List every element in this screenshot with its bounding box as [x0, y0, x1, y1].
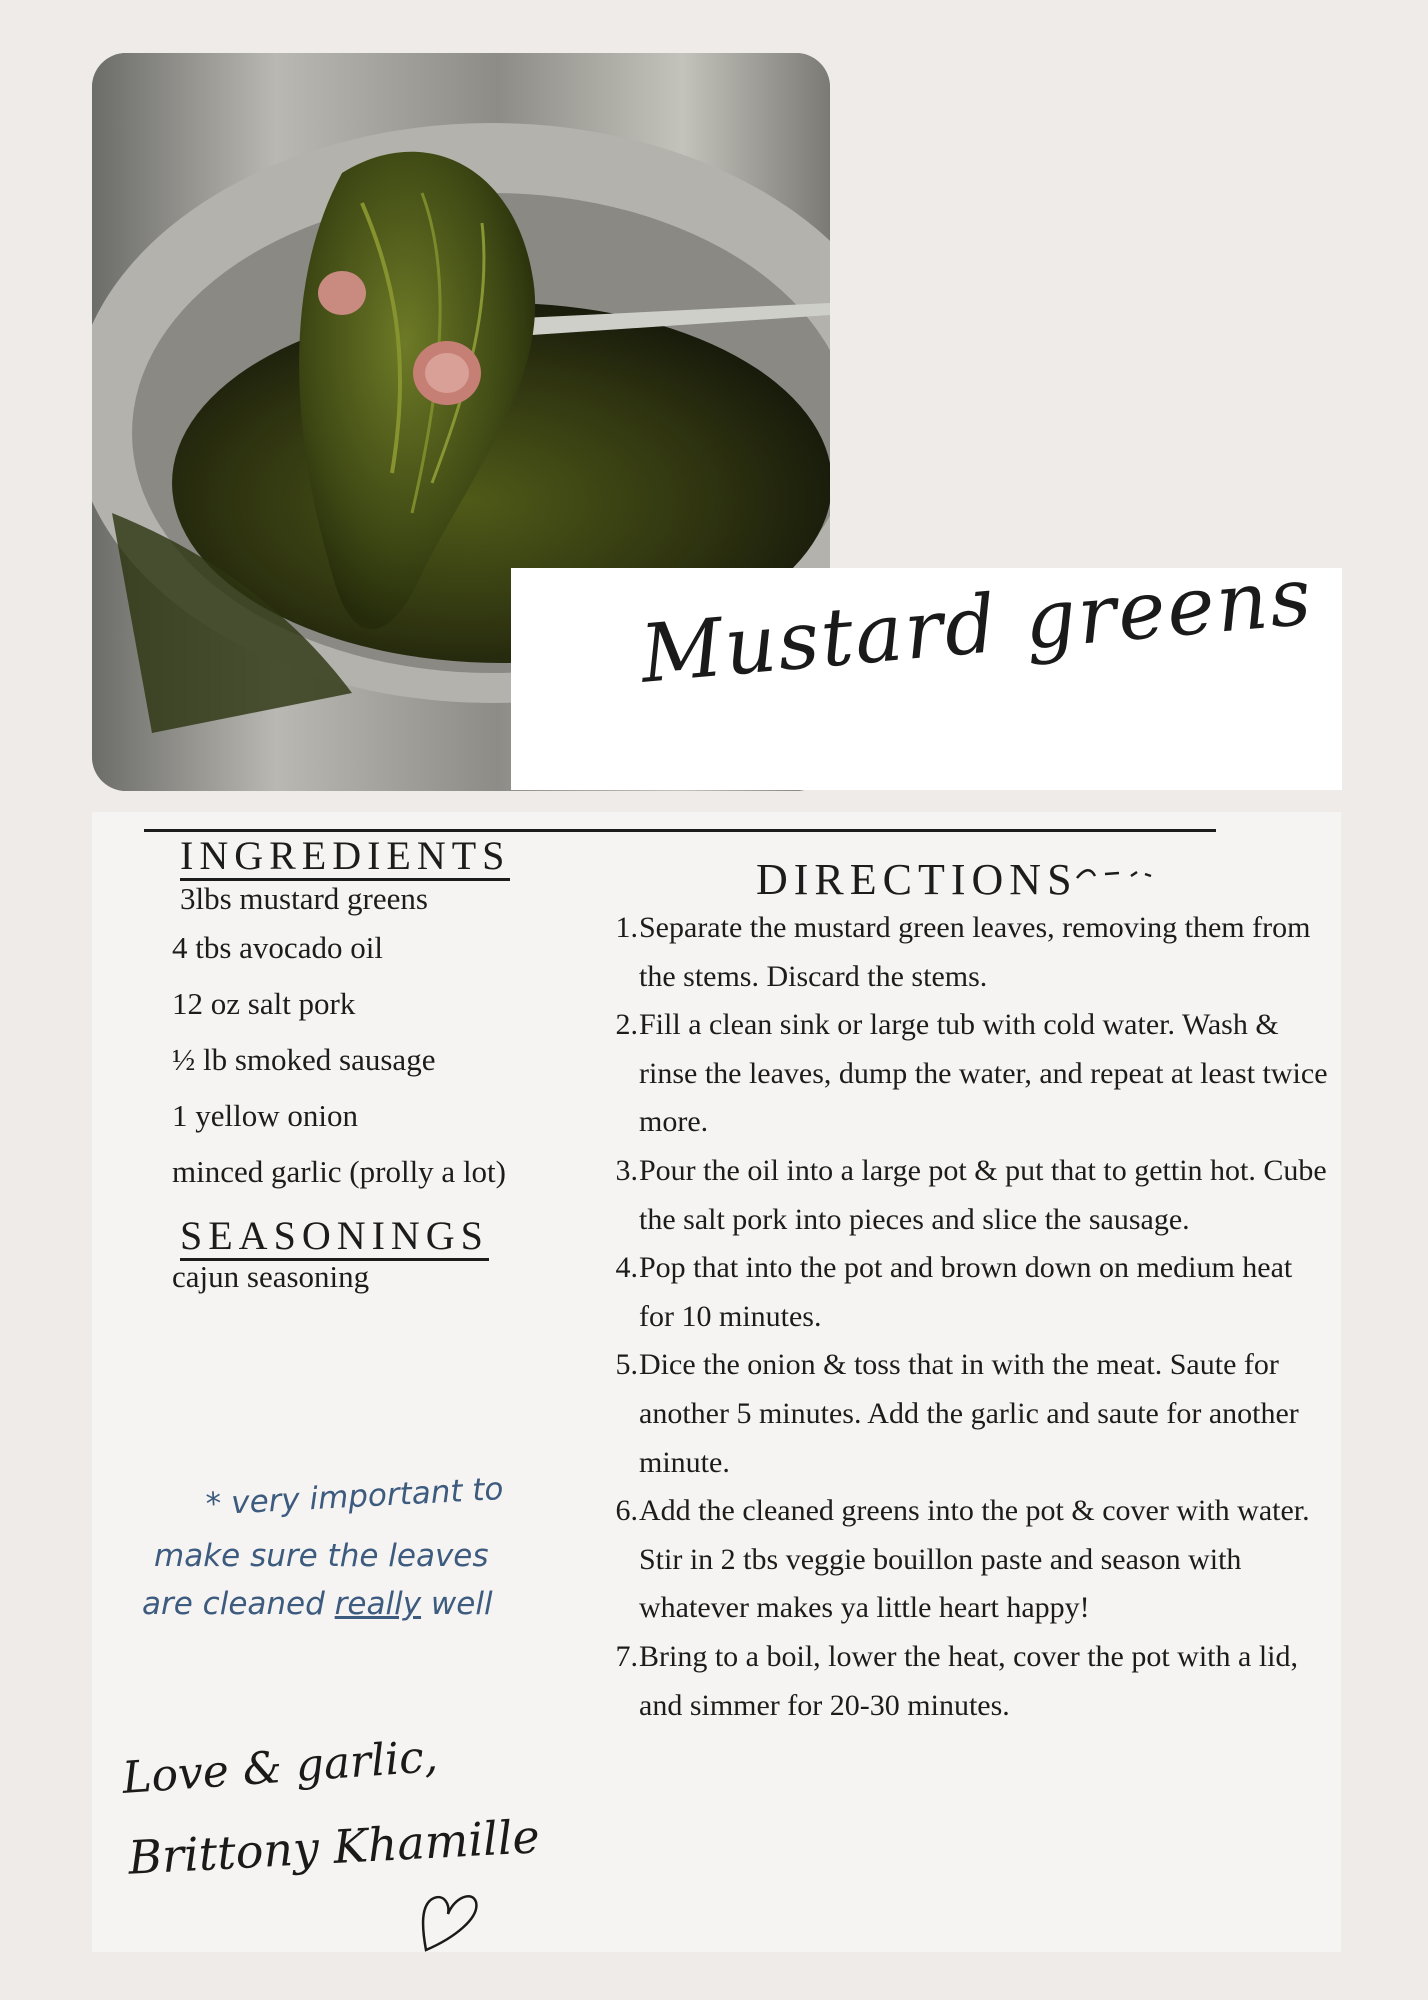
seasonings-list [172, 1257, 369, 1297]
direction-step [612, 904, 1332, 1001]
ingredient-item: 1 yellow onion [172, 1098, 358, 1133]
directions-list [612, 904, 1332, 1730]
step-text: Fill a clean sink or large tub with cold water. Wash & rinse the leaves, dump the water, and repeat at least twice more. [639, 1008, 1328, 1139]
ingredient-item: 3lbs mustard greens [180, 881, 428, 916]
note-emphasis: really [334, 1586, 422, 1622]
step-number: 6. [615, 1494, 638, 1528]
step-number: 7. [615, 1639, 638, 1673]
direction-step [612, 1341, 1332, 1487]
direction-step [612, 1001, 1332, 1147]
note-line [142, 1580, 582, 1628]
seasoning-item: cajun seasoning [172, 1259, 370, 1294]
ingredient-item: minced garlic (prolly a lot) [172, 1154, 506, 1189]
ingredient-item: ½ lb smoked sausage [172, 1042, 436, 1077]
heart-icon [414, 1884, 484, 1954]
step-number: 1. [615, 911, 638, 944]
signature-closing: Love & garlic, [120, 1731, 440, 1804]
scribble-mark [1075, 864, 1155, 884]
direction-step [612, 1147, 1332, 1244]
direction-step [612, 1487, 1332, 1633]
step-text: Separate the mustard green leaves, removing them from the stems. Discard the stems. [639, 911, 1311, 993]
top-divider [144, 829, 1216, 832]
title-card [511, 549, 1342, 790]
step-text: Add the cleaned greens into the pot & cover with water. Stir in 2 tbs veggie bouillon paste and season with whatever makes ya little heart happy! [639, 1494, 1310, 1625]
recipe-card [92, 812, 1341, 1952]
seasonings-heading: SEASONINGS [180, 1216, 489, 1261]
direction-step [612, 1244, 1332, 1341]
signature [92, 1712, 592, 1952]
note-text: well [430, 1586, 493, 1622]
step-text: Pour the oil into a large pot & put that to gettin hot. Cube the salt pork into pieces and slice the sausage. [639, 1153, 1327, 1236]
note-line: make sure the leaves [154, 1538, 489, 1574]
handwritten-note [142, 1471, 582, 1628]
step-text: Bring to a boil, lower the heat, cover the pot with a lid, and simmer for 20-30 minutes. [639, 1639, 1299, 1722]
step-number: 2. [615, 1008, 638, 1042]
ingredient-item: 4 tbs avocado oil [172, 930, 383, 965]
step-text: Pop that into the pot and brown down on medium heat for 10 minutes. [639, 1251, 1293, 1333]
directions-heading: DIRECTIONS [756, 855, 1078, 904]
signature-name: Brittony Khamille [126, 1809, 541, 1885]
ingredients-list [172, 878, 506, 1200]
recipe-title: Mustard greens [636, 549, 1317, 701]
step-text: Dice the onion & toss that in with the meat. Saute for another 5 minutes. Add the garlic and saute for another minute. [639, 1348, 1299, 1479]
direction-step [612, 1633, 1332, 1730]
ingredient-item: 12 oz salt pork [172, 986, 356, 1021]
note-line: * very important to [204, 1471, 505, 1523]
step-number: 3. [615, 1153, 638, 1187]
step-number: 4. [615, 1251, 638, 1285]
ingredients-heading: INGREDIENTS [180, 836, 510, 881]
step-number: 5. [615, 1348, 638, 1382]
note-text: are cleaned [142, 1586, 325, 1622]
